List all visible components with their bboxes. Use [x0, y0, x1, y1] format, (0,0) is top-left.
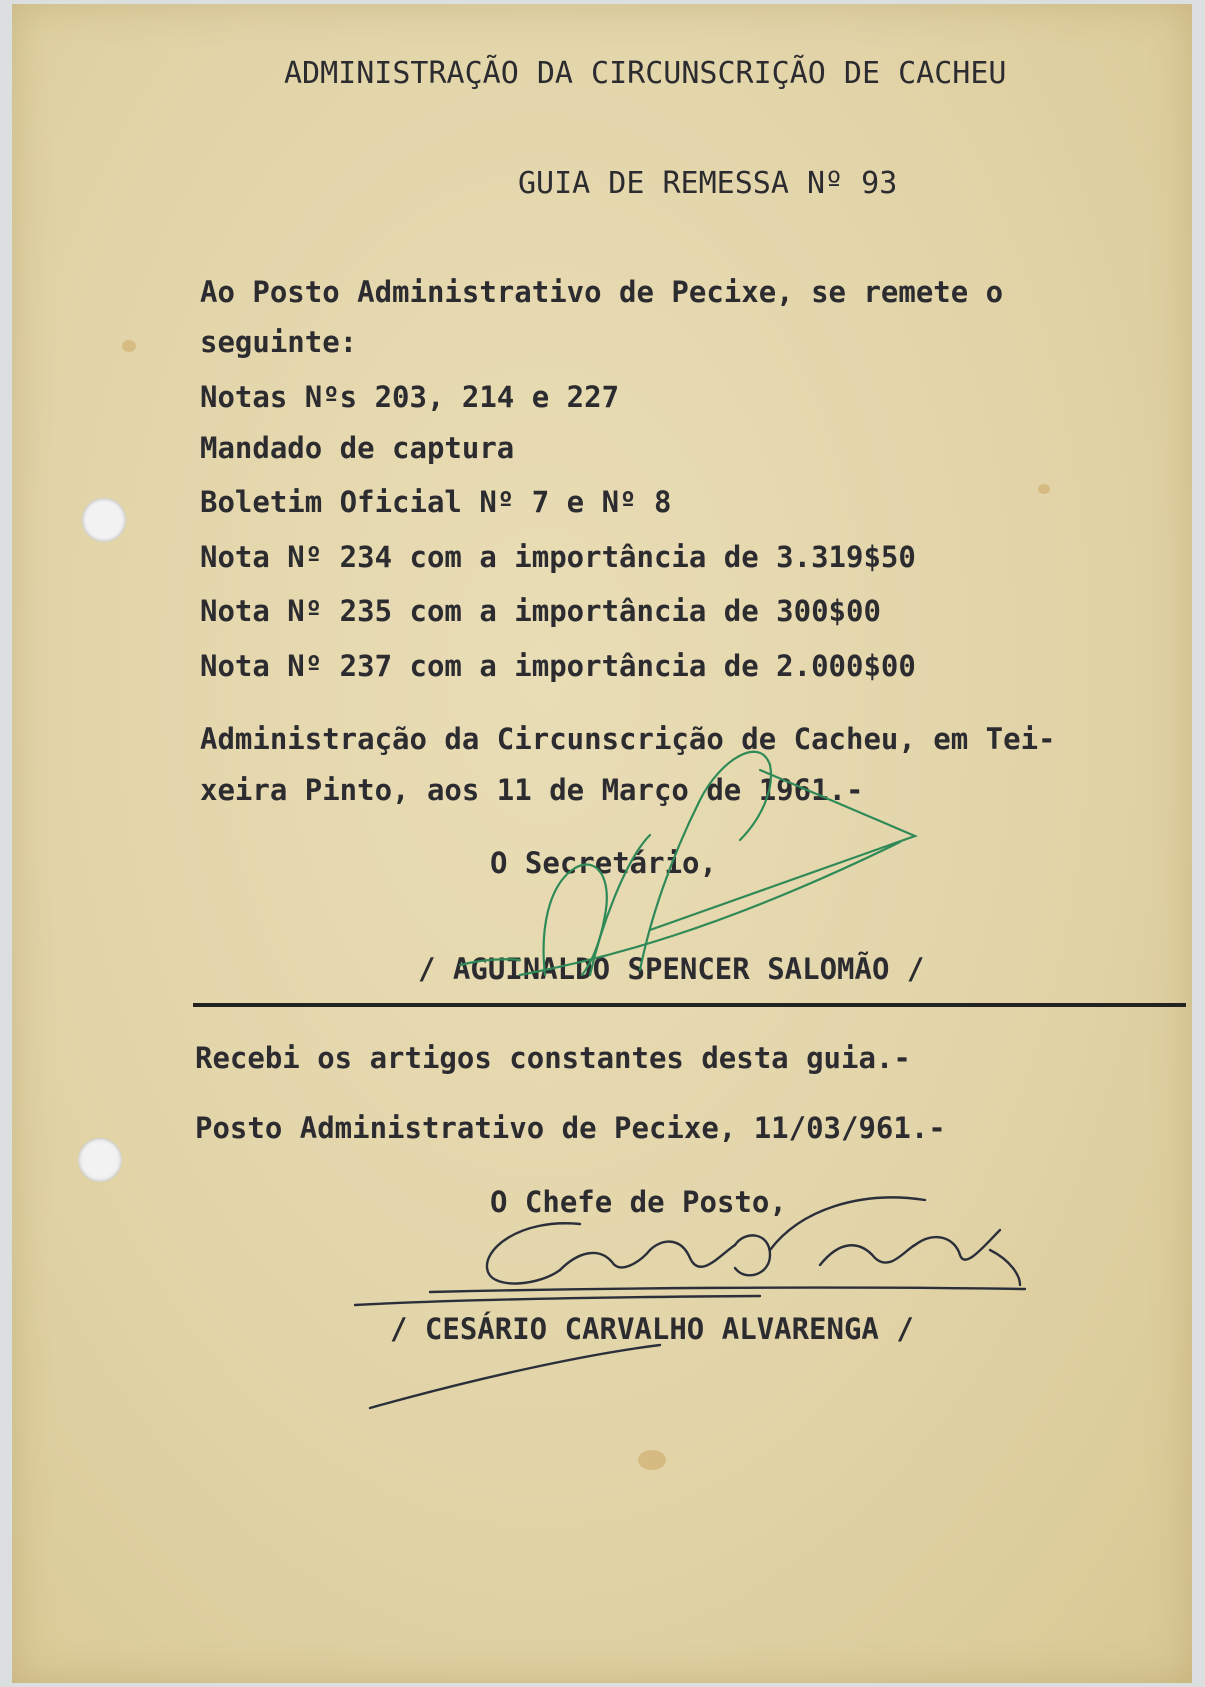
receipt-place-date: Posto Administrativo de Pecixe, 11/03/961.- — [195, 1111, 946, 1145]
list-item: Nota Nº 234 com a importância de 3.319$50 — [200, 540, 916, 574]
administration-header: ADMINISTRAÇÃO DA CIRCUNSCRIÇÃO DE CACHEU — [284, 56, 1007, 91]
paper-stain — [122, 340, 136, 352]
receipt-line: Recebi os artigos constantes desta guia.- — [195, 1041, 911, 1075]
place-date-line-2: xeira Pinto, aos 11 de Março de 1961.- — [200, 773, 864, 807]
list-item: Nota Nº 235 com a importância de 300$00 — [200, 594, 881, 628]
paper-stain — [1038, 484, 1050, 494]
punch-hole — [78, 1138, 122, 1182]
document-title: GUIA DE REMESSA Nº 93 — [518, 166, 898, 201]
list-item: Nota Nº 237 com a importância de 2.000$00 — [200, 649, 916, 683]
intro-line-2: seguinte: — [200, 325, 358, 359]
list-item: Notas Nºs 203, 214 e 227 — [200, 380, 620, 414]
list-item: Mandado de captura — [200, 431, 515, 465]
chief-name: / CESÁRIO CARVALHO ALVARENGA / — [390, 1312, 914, 1346]
chief-title: O Chefe de Posto, — [490, 1185, 787, 1219]
place-date-line-1: Administração da Circunscrição de Cacheu, em Tei- — [200, 722, 1056, 756]
separator-rule — [193, 1003, 1186, 1007]
document-sheet — [12, 4, 1192, 1683]
secretary-name: / AGUINALDO SPENCER SALOMÃO / — [418, 952, 925, 986]
secretary-title: O Secretário, — [490, 846, 717, 880]
list-item: Boletim Oficial Nº 7 e Nº 8 — [200, 485, 672, 519]
paper-stain — [638, 1450, 666, 1470]
punch-hole — [82, 498, 126, 542]
intro-line-1: Ao Posto Administrativo de Pecixe, se remete o — [200, 275, 1004, 309]
